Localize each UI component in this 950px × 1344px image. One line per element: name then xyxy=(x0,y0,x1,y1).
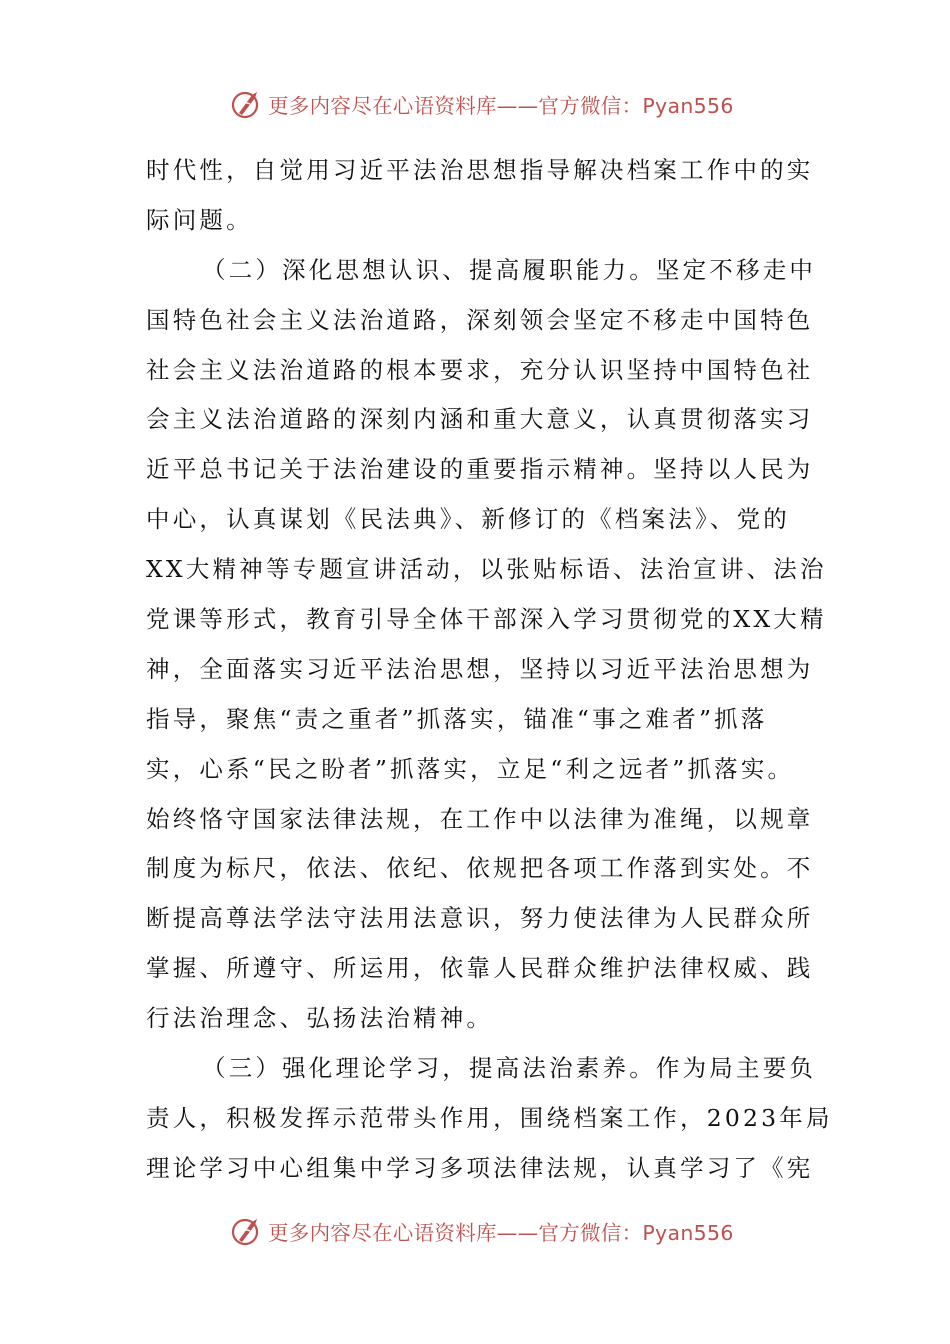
body-line: XX大精神等专题宣讲活动，以张贴标语、法治宣讲、法治 xyxy=(146,555,827,584)
body-line: 时代性，自觉用习近平法治思想指导解决档案工作中的实 xyxy=(146,156,814,184)
pen-nib-circle-icon xyxy=(228,86,264,122)
body-line: 际问题。 xyxy=(146,205,253,234)
header-banner xyxy=(228,84,748,124)
body-line: 指导，聚焦“责之重者”抓落实，锚准“事之难者”抓落 xyxy=(146,704,768,733)
document-body xyxy=(146,146,833,1194)
body-line: 会主义法治道路的深刻内涵和重大意义，认真贯彻落实习 xyxy=(146,405,814,434)
footer-banner-text: 更多内容尽在心语资料库——官方微信：Pyan556 xyxy=(268,1221,734,1245)
body-line: 中心，认真谋划《民法典》、新修订的《档案法》、党的 xyxy=(146,505,790,534)
body-line: 制度为标尺，依法、依纪、依规把各项工作落到实处。不 xyxy=(146,854,814,883)
body-line: 社会主义法治道路的根本要求，充分认识坚持中国特色社 xyxy=(146,355,814,384)
header-banner-text: 更多内容尽在心语资料库——官方微信：Pyan556 xyxy=(268,94,734,118)
body-line: 党课等形式，教育引导全体干部深入学习贯彻党的XX大精 xyxy=(146,605,827,634)
section-heading-line: （二）深化思想认识、提高履职能力。坚定不移走中 xyxy=(202,255,817,284)
body-line: 国特色社会主义法治道路，深刻领会坚定不移走中国特色 xyxy=(146,305,814,334)
section-heading-line: （三）强化理论学习，提高法治素养。作为局主要负 xyxy=(202,1054,817,1083)
body-line: 实，心系“民之盼者”抓落实，立足“利之远者”抓落实。 xyxy=(146,754,795,783)
body-line: 近平总书记关于法治建设的重要指示精神。坚持以人民为 xyxy=(146,455,814,484)
pen-nib-circle-icon xyxy=(228,1213,264,1249)
body-line: 行法治理念、弘扬法治精神。 xyxy=(146,1004,494,1033)
body-line: 断提高尊法学法守法用法意识，努力使法律为人民群众所 xyxy=(146,904,814,933)
body-line: 理论学习中心组集中学习多项法律法规，认真学习了《宪 xyxy=(146,1153,814,1182)
body-line: 始终恪守国家法律法规，在工作中以法律为准绳，以规章 xyxy=(146,804,814,833)
body-line: 掌握、所遵守、所运用，依靠人民群众维护法律权威、践 xyxy=(146,954,814,983)
footer-banner xyxy=(228,1211,748,1251)
body-line: 责人，积极发挥示范带头作用，围绕档案工作，2023年局 xyxy=(146,1103,833,1132)
body-line: 神，全面落实习近平法治思想，坚持以习近平法治思想为 xyxy=(146,654,814,683)
